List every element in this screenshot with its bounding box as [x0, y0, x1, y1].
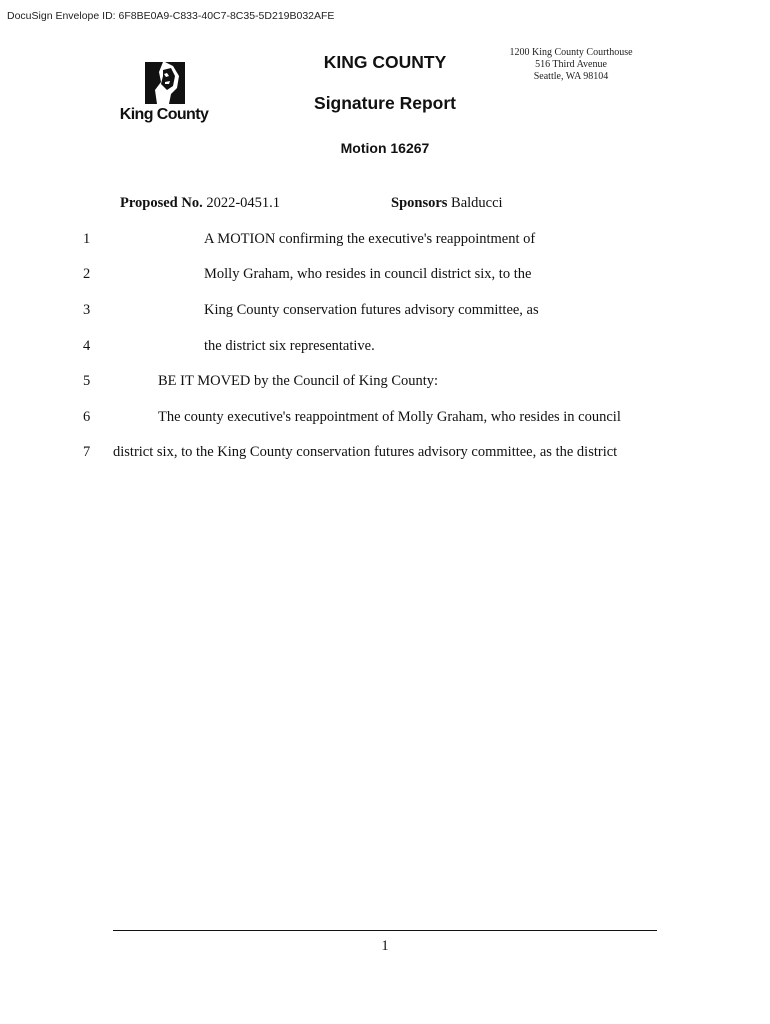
line-number: 3	[83, 302, 91, 318]
line-number: 4	[83, 338, 91, 354]
address-block	[506, 47, 636, 83]
mlk-portrait-icon	[143, 60, 187, 106]
line-text: King County conservation futures advisory committee, as	[204, 302, 539, 318]
county-title: KING COUNTY	[323, 52, 447, 72]
page-number: 1	[381, 938, 389, 954]
logo-text: King County	[119, 106, 209, 123]
sponsors-value: Balducci	[451, 195, 503, 211]
docusign-envelope-id: DocuSign Envelope ID: 6F8BE0A9-C833-40C7-8C35-5D219B032AFE	[7, 10, 335, 22]
line-number: 6	[83, 409, 91, 425]
line-text: the district six representative.	[204, 338, 375, 354]
line-number: 2	[83, 266, 91, 282]
address-line: 1200 King County Courthouse	[509, 47, 633, 58]
report-title: Signature Report	[314, 93, 456, 113]
line-text: The county executive's reappointment of Molly Graham, who resides in council	[158, 409, 621, 425]
address-line: 516 Third Avenue	[535, 59, 607, 70]
footer-divider	[113, 930, 657, 931]
proposed-value: 2022-0451.1	[206, 195, 281, 211]
sponsors-label: Sponsors	[391, 195, 448, 211]
address-line: Seattle, WA 98104	[533, 71, 609, 82]
line-text: A MOTION confirming the executive's reappointment of	[204, 231, 536, 247]
line-number: 7	[83, 444, 91, 460]
line-number: 5	[83, 373, 91, 389]
line-text: district six, to the King County conservation futures advisory committee, as the district	[113, 444, 618, 460]
line-number: 1	[83, 231, 91, 247]
line-text: BE IT MOVED by the Council of King County:	[158, 373, 439, 389]
king-county-logo	[112, 58, 216, 130]
line-text: Molly Graham, who resides in council district six, to the	[204, 266, 532, 282]
proposed-number	[120, 195, 280, 212]
sponsors	[391, 195, 503, 212]
proposed-label: Proposed No.	[120, 195, 203, 211]
motion-number: Motion 16267	[340, 140, 430, 156]
